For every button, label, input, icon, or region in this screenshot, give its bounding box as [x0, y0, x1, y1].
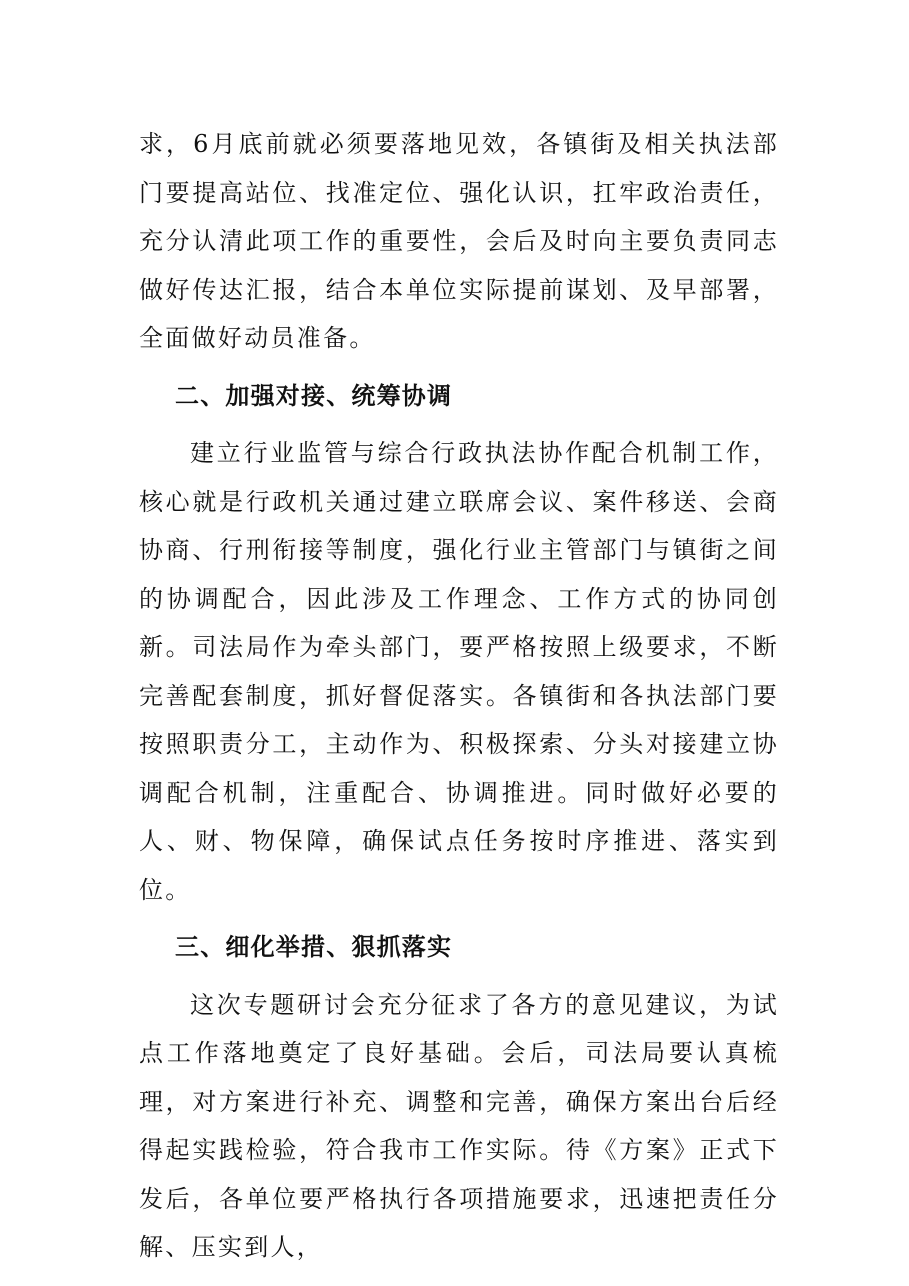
section-heading-2: 二、加强对接、统筹协调: [175, 381, 453, 410]
paragraph-section-3: 这次专题研讨会充分征求了各方的意见建议，为试点工作落地奠定了良好基础。会后，司法局要认真梳理，对方案进行补充、调整和完善，确保方案出台后经得起实践检验，符合我市工作实际。待《方案》正式下发后，各单位要严格执行各项措施要求，迅速把责任分解、压实到人，: [139, 990, 779, 1261]
document-body: [139, 120, 779, 1272]
paragraph-continuation: 求，6月底前就必须要落地见效，各镇街及相关执法部门要提高站位、找准定位、强化认识，扛牢政治责任，充分认清此项工作的重要性，会后及时向主要负责同志做好传达汇报，结合本单位实际提前谋划、及早部署，全面做好动员准备。: [139, 130, 779, 352]
paragraph-section-2: 建立行业监管与综合行政执法协作配合机制工作，核心就是行政机关通过建立联席会议、案件移送、会商协商、行刑衔接等制度，强化行业主管部门与镇街之间的协调配合，因此涉及工作理念、工作方式的协同创新。司法局作为牵头部门，要严格按照上级要求，不断完善配套制度，抓好督促落实。各镇街和各执法部门要按照职责分工，主动作为、积极探索、分头对接建立协调配合机制，注重配合、协调推进。同时做好必要的人、财、物保障，确保试点任务按时序推进、落实到位。: [139, 439, 779, 904]
section-heading-3: 三、细化举措、狠抓落实: [175, 933, 453, 961]
